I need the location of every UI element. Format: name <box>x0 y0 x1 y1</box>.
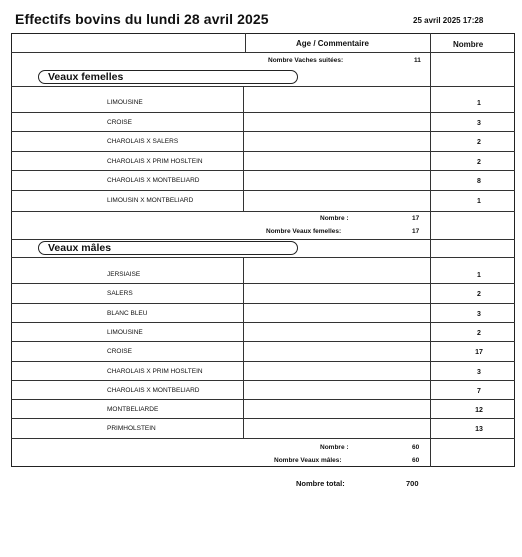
header-col-divider <box>245 33 246 52</box>
header-divider <box>11 52 515 53</box>
row-divider <box>11 283 515 284</box>
cows-label: Nombre Vaches suitées: <box>268 57 344 64</box>
row-divider <box>11 131 515 132</box>
breed-name: CHAROLAIS X PRIM HOSLTEIN <box>107 157 203 165</box>
count-col-divider <box>430 33 431 467</box>
section-females-title: Veaux femelles <box>38 70 298 84</box>
breed-name: LIMOUSINE <box>107 99 143 106</box>
breed-name: CROISE <box>107 118 132 126</box>
breed-name: CHAROLAIS X MONTBELIARD <box>107 386 200 394</box>
section-males-title: Veaux mâles <box>38 241 298 255</box>
row-divider <box>11 380 515 381</box>
col-header-count: Nombre <box>453 40 484 49</box>
males-bottom-line <box>11 438 515 439</box>
females-col-divider <box>243 86 244 211</box>
breed-name: CHAROLAIS X SALERS <box>107 138 179 145</box>
breed-count: 13 <box>475 426 483 434</box>
row-divider <box>11 151 515 152</box>
males-count-label: Nombre : <box>320 444 349 451</box>
breed-count: 3 <box>477 368 481 376</box>
females-total-label: Nombre Veaux femelles: <box>266 228 342 235</box>
females-count-label: Nombre : <box>320 215 349 222</box>
males-separator <box>11 239 515 240</box>
row-divider <box>11 418 515 419</box>
breed-count: 2 <box>477 291 481 299</box>
breed-name: MONTBELIARDE <box>107 406 159 414</box>
breed-count: 12 <box>475 407 483 415</box>
breed-count: 1 <box>477 100 481 107</box>
row-divider <box>11 170 515 171</box>
breed-count: 3 <box>477 119 481 127</box>
row-divider <box>11 399 515 400</box>
row-divider <box>11 303 515 304</box>
breed-count: 1 <box>477 272 481 279</box>
row-divider <box>11 322 515 323</box>
col-header-comment: Age / Commentaire <box>296 39 369 48</box>
grand-total-label: Nombre total: <box>296 479 345 488</box>
breed-name: BLANC BLEU <box>107 309 148 317</box>
breed-count: 1 <box>477 197 481 205</box>
breed-name: LIMOUSIN X MONTBELIARD <box>107 196 194 204</box>
breed-name: JERSIAISE <box>107 271 141 278</box>
males-count-value: 60 <box>412 444 420 451</box>
females-bottom-line <box>11 211 515 212</box>
page-title: Effectifs bovins du lundi 28 avril 2025 <box>15 11 269 27</box>
females-total-value: 17 <box>412 228 420 235</box>
breed-count: 2 <box>477 158 481 166</box>
breed-name: CHAROLAIS X MONTBELIARD <box>107 177 200 184</box>
females-count-value: 17 <box>412 215 420 222</box>
breed-name: LIMOUSINE <box>107 328 143 336</box>
breed-name: PRIMHOLSTEIN <box>107 425 156 433</box>
males-top-line <box>11 257 515 258</box>
grand-total-value: 700 <box>406 479 419 488</box>
breed-count: 8 <box>477 178 481 185</box>
print-datetime: 25 avril 2025 17:28 <box>413 16 484 25</box>
row-divider <box>11 361 515 362</box>
breed-count: 17 <box>475 349 483 357</box>
row-divider <box>11 190 515 191</box>
breed-count: 7 <box>477 387 481 395</box>
breed-name: CHAROLAIS X PRIM HOSLTEIN <box>107 367 203 375</box>
breed-count: 2 <box>477 139 481 146</box>
breed-count: 3 <box>477 310 481 318</box>
row-divider <box>11 112 515 113</box>
breed-count: 2 <box>477 329 481 337</box>
males-total-value: 60 <box>412 457 420 464</box>
females-top-line <box>11 86 515 87</box>
breed-name: SALERS <box>107 290 133 298</box>
row-divider <box>11 341 515 342</box>
breed-name: CROISE <box>107 348 132 356</box>
males-total-label: Nombre Veaux mâles: <box>274 457 342 464</box>
cows-value: 11 <box>414 57 421 64</box>
